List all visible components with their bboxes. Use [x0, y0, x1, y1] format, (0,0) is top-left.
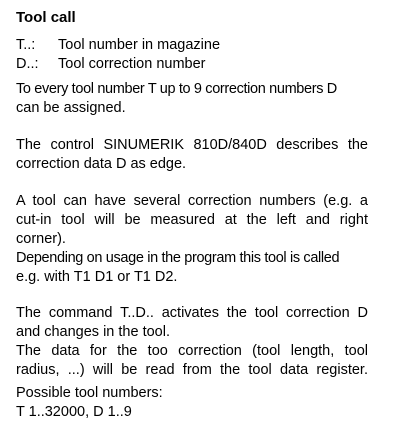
definition-row-t [16, 36, 220, 55]
paragraph-possible-numbers [16, 384, 368, 422]
paragraph-control-description [16, 136, 368, 174]
text-line: radius, ...) will be read from the tool data register. [16, 362, 368, 378]
definition-desc: Tool correction number [58, 56, 206, 72]
text-line: cut-in tool will be measured at the left and right [16, 212, 368, 228]
text-line: The control SINUMERIK 810D/840D describes the [16, 137, 368, 153]
paragraph-several-corrections [16, 192, 368, 287]
text-line: e.g. with T1 D1 or T1 D2. [16, 269, 178, 285]
text-line: can be assigned. [16, 100, 126, 116]
definition-desc: Tool number in magazine [58, 37, 221, 53]
text-line: T 1..32000, D 1..9 [16, 404, 132, 420]
text-line: and changes in the tool. [16, 324, 170, 340]
text-line: correction data D as edge. [16, 156, 187, 172]
section-title: Tool call [16, 9, 76, 26]
text-line: The command T..D.. activates the tool correction D [16, 305, 368, 321]
definition-term: T..: [16, 37, 36, 53]
text-line: corner). [16, 231, 66, 247]
definition-row-d [16, 55, 206, 74]
text-line: The data for the too correction (tool length, tool [16, 343, 368, 359]
text-line: To every tool number T up to 9 correction numbers D [16, 81, 337, 97]
definition-term: D..: [16, 56, 39, 72]
text-line: Possible tool numbers: [16, 385, 163, 401]
paragraph-command-activation [16, 304, 368, 380]
text-line: Depending on usage in the program this tool is called [16, 250, 340, 266]
text-line: A tool can have several correction numbers (e.g. a [16, 193, 368, 209]
paragraph-correction-numbers [16, 80, 368, 118]
